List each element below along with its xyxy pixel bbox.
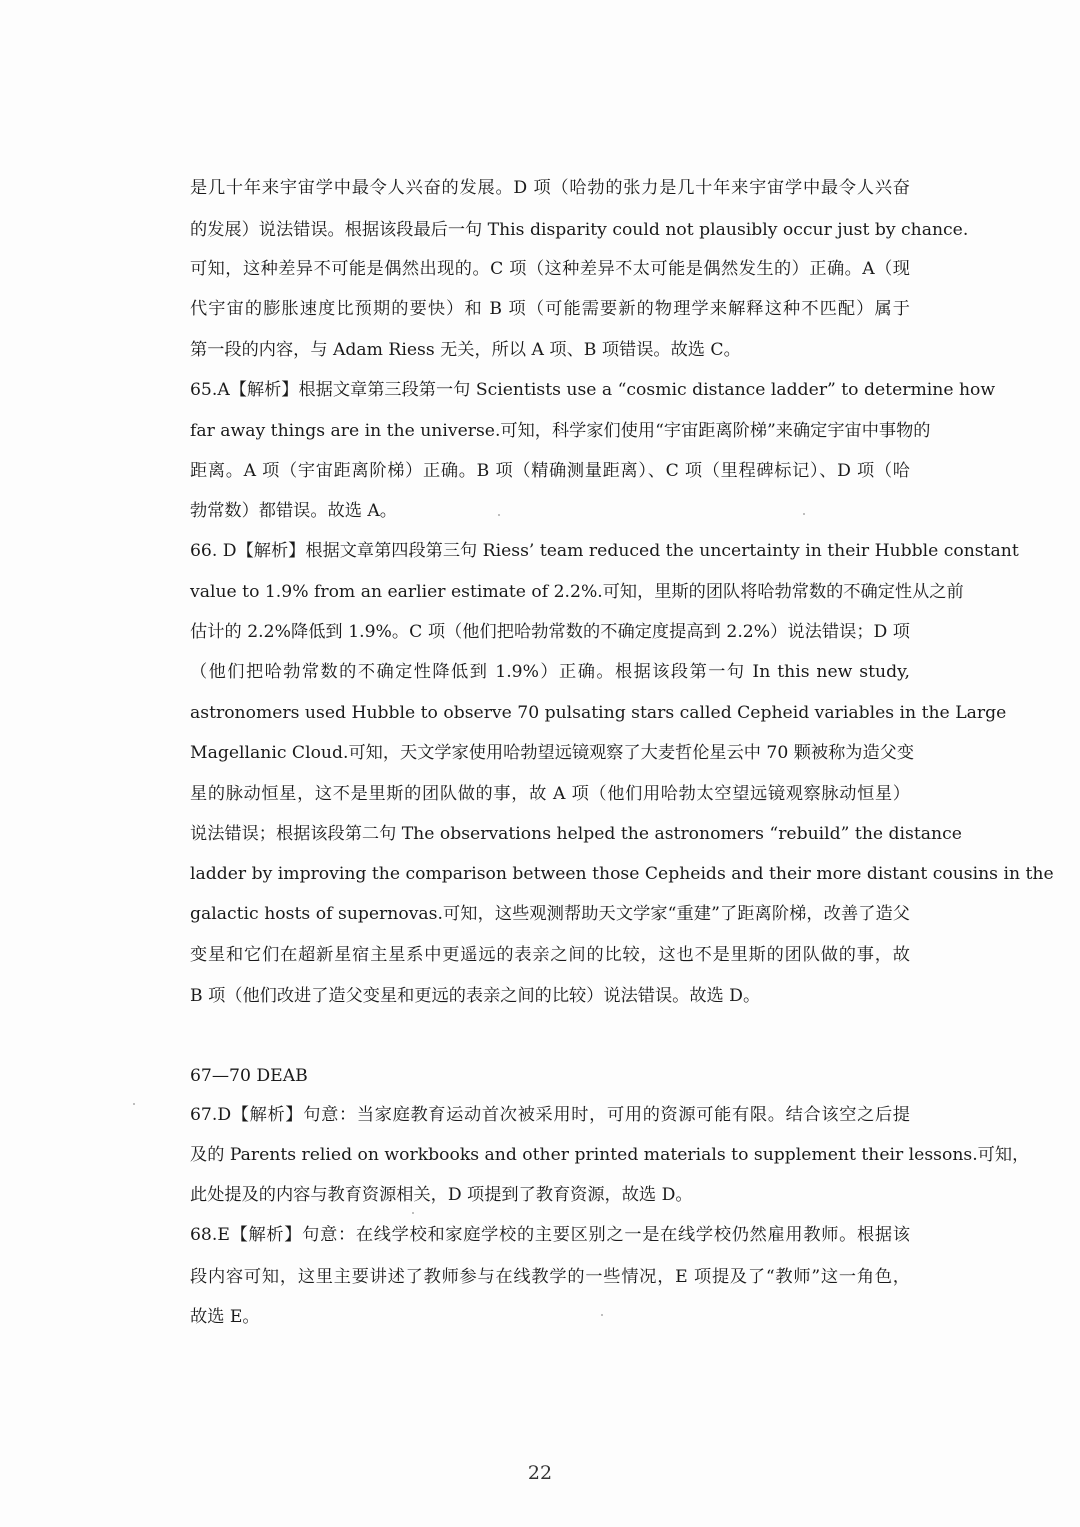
text-line: （他们把哈勃常数的不确定性降低到 1.9%）正确。根据该段第一句 In this new study, [190, 662, 910, 682]
text-line: 估计的 2.2%降低到 1.9%。C 项（他们把哈勃常数的不确定度提高到 2.2%）说法错误；D 项 [190, 622, 910, 642]
scan-speck [412, 1212, 414, 1214]
text-line: 第一段的内容，与 Adam Riess 无关，所以 A 项、B 项错误。故选 C。 [190, 340, 741, 360]
text-line: 故选 E。 [190, 1307, 260, 1327]
text-line: 说法错误；根据该段第二句 The observations helped the astronomers “rebuild” the distance [190, 824, 962, 844]
text-line: 68.E【解析】句意：在线学校和家庭学校的主要区别之一是在线学校仍然雇用教师。根据该 [190, 1225, 910, 1245]
text-line: galactic hosts of supernovas.可知，这些观测帮助天文学家“重建”了距离阶梯，改善了造父 [190, 904, 910, 924]
text-line: Magellanic Cloud.可知，天文学家使用哈勃望远镜观察了大麦哲伦星云中 70 颗被称为造父变 [190, 743, 915, 763]
text-line: astronomers used Hubble to observe 70 pulsating stars called Cepheid variables in the Large [190, 703, 1007, 723]
page-number: 22 [527, 1462, 553, 1484]
text-line: 星的脉动恒星，这不是里斯的团队做的事，故 A 项（他们用哈勃太空望远镜观察脉动恒星） [190, 784, 910, 804]
text-line: 距离。A 项（宇宙距离阶梯）正确。B 项（精确测量距离）、C 项（里程碑标记）、D 项（哈 [190, 461, 910, 481]
text-line: 及的 Parents relied on workbooks and other printed materials to supplement their lessons.可知， [190, 1145, 1030, 1165]
text-line: 段内容可知，这里主要讲述了教师参与在线教学的一些情况，E 项提及了“教师”这一角色， [190, 1267, 910, 1287]
text-line: 变星和它们在超新星宿主星系中更遥远的表亲之间的比较，这也不是里斯的团队做的事，故 [190, 945, 910, 965]
text-line: far away things are in the universe.可知，科学家们使用“宇宙距离阶梯”来确定宇宙中事物的 [190, 421, 931, 441]
text-line: 此处提及的内容与教育资源相关，D 项提到了教育资源，故选 D。 [190, 1185, 693, 1205]
text-line: value to 1.9% from an earlier estimate of 2.2%.可知，里斯的团队将哈勃常数的不确定性从之前 [190, 582, 964, 602]
text-line: 67.D【解析】句意：当家庭教育运动首次被采用时，可用的资源可能有限。结合该空之后提 [190, 1105, 910, 1125]
text-line: 是几十年来宇宙学中最令人兴奋的发展。D 项（哈勃的张力是几十年来宇宙学中最令人兴奋 [190, 178, 910, 198]
text-line: 勃常数）都错误。故选 A。 [190, 501, 397, 521]
text-line: 67—70 DEAB [190, 1066, 308, 1086]
text-line: ladder by improving the comparison between those Cepheids and their more distant cousins in the [190, 864, 1054, 884]
scan-speck [133, 1103, 135, 1105]
text-line: 代宇宙的膨胀速度比预期的要快）和 B 项（可能需要新的物理学来解释这种不匹配）属于 [190, 299, 910, 319]
text-line: 可知，这种差异不可能是偶然出现的。C 项（这种差异不太可能是偶然发生的）正确。A（现 [190, 259, 910, 279]
text-line: B 项（他们改进了造父变星和更远的表亲之间的比较）说法错误。故选 D。 [190, 986, 761, 1006]
text-line: 66. D【解析】根据文章第四段第三句 Riess’ team reduced the uncertainty in their Hubble constant [190, 541, 1019, 561]
text-line: 65.A【解析】根据文章第三段第一句 Scientists use a “cosmic distance ladder” to determine how [190, 380, 996, 400]
text-line: 的发展）说法错误。根据该段最后一句 This disparity could not plausibly occur just by chance. [190, 220, 969, 240]
